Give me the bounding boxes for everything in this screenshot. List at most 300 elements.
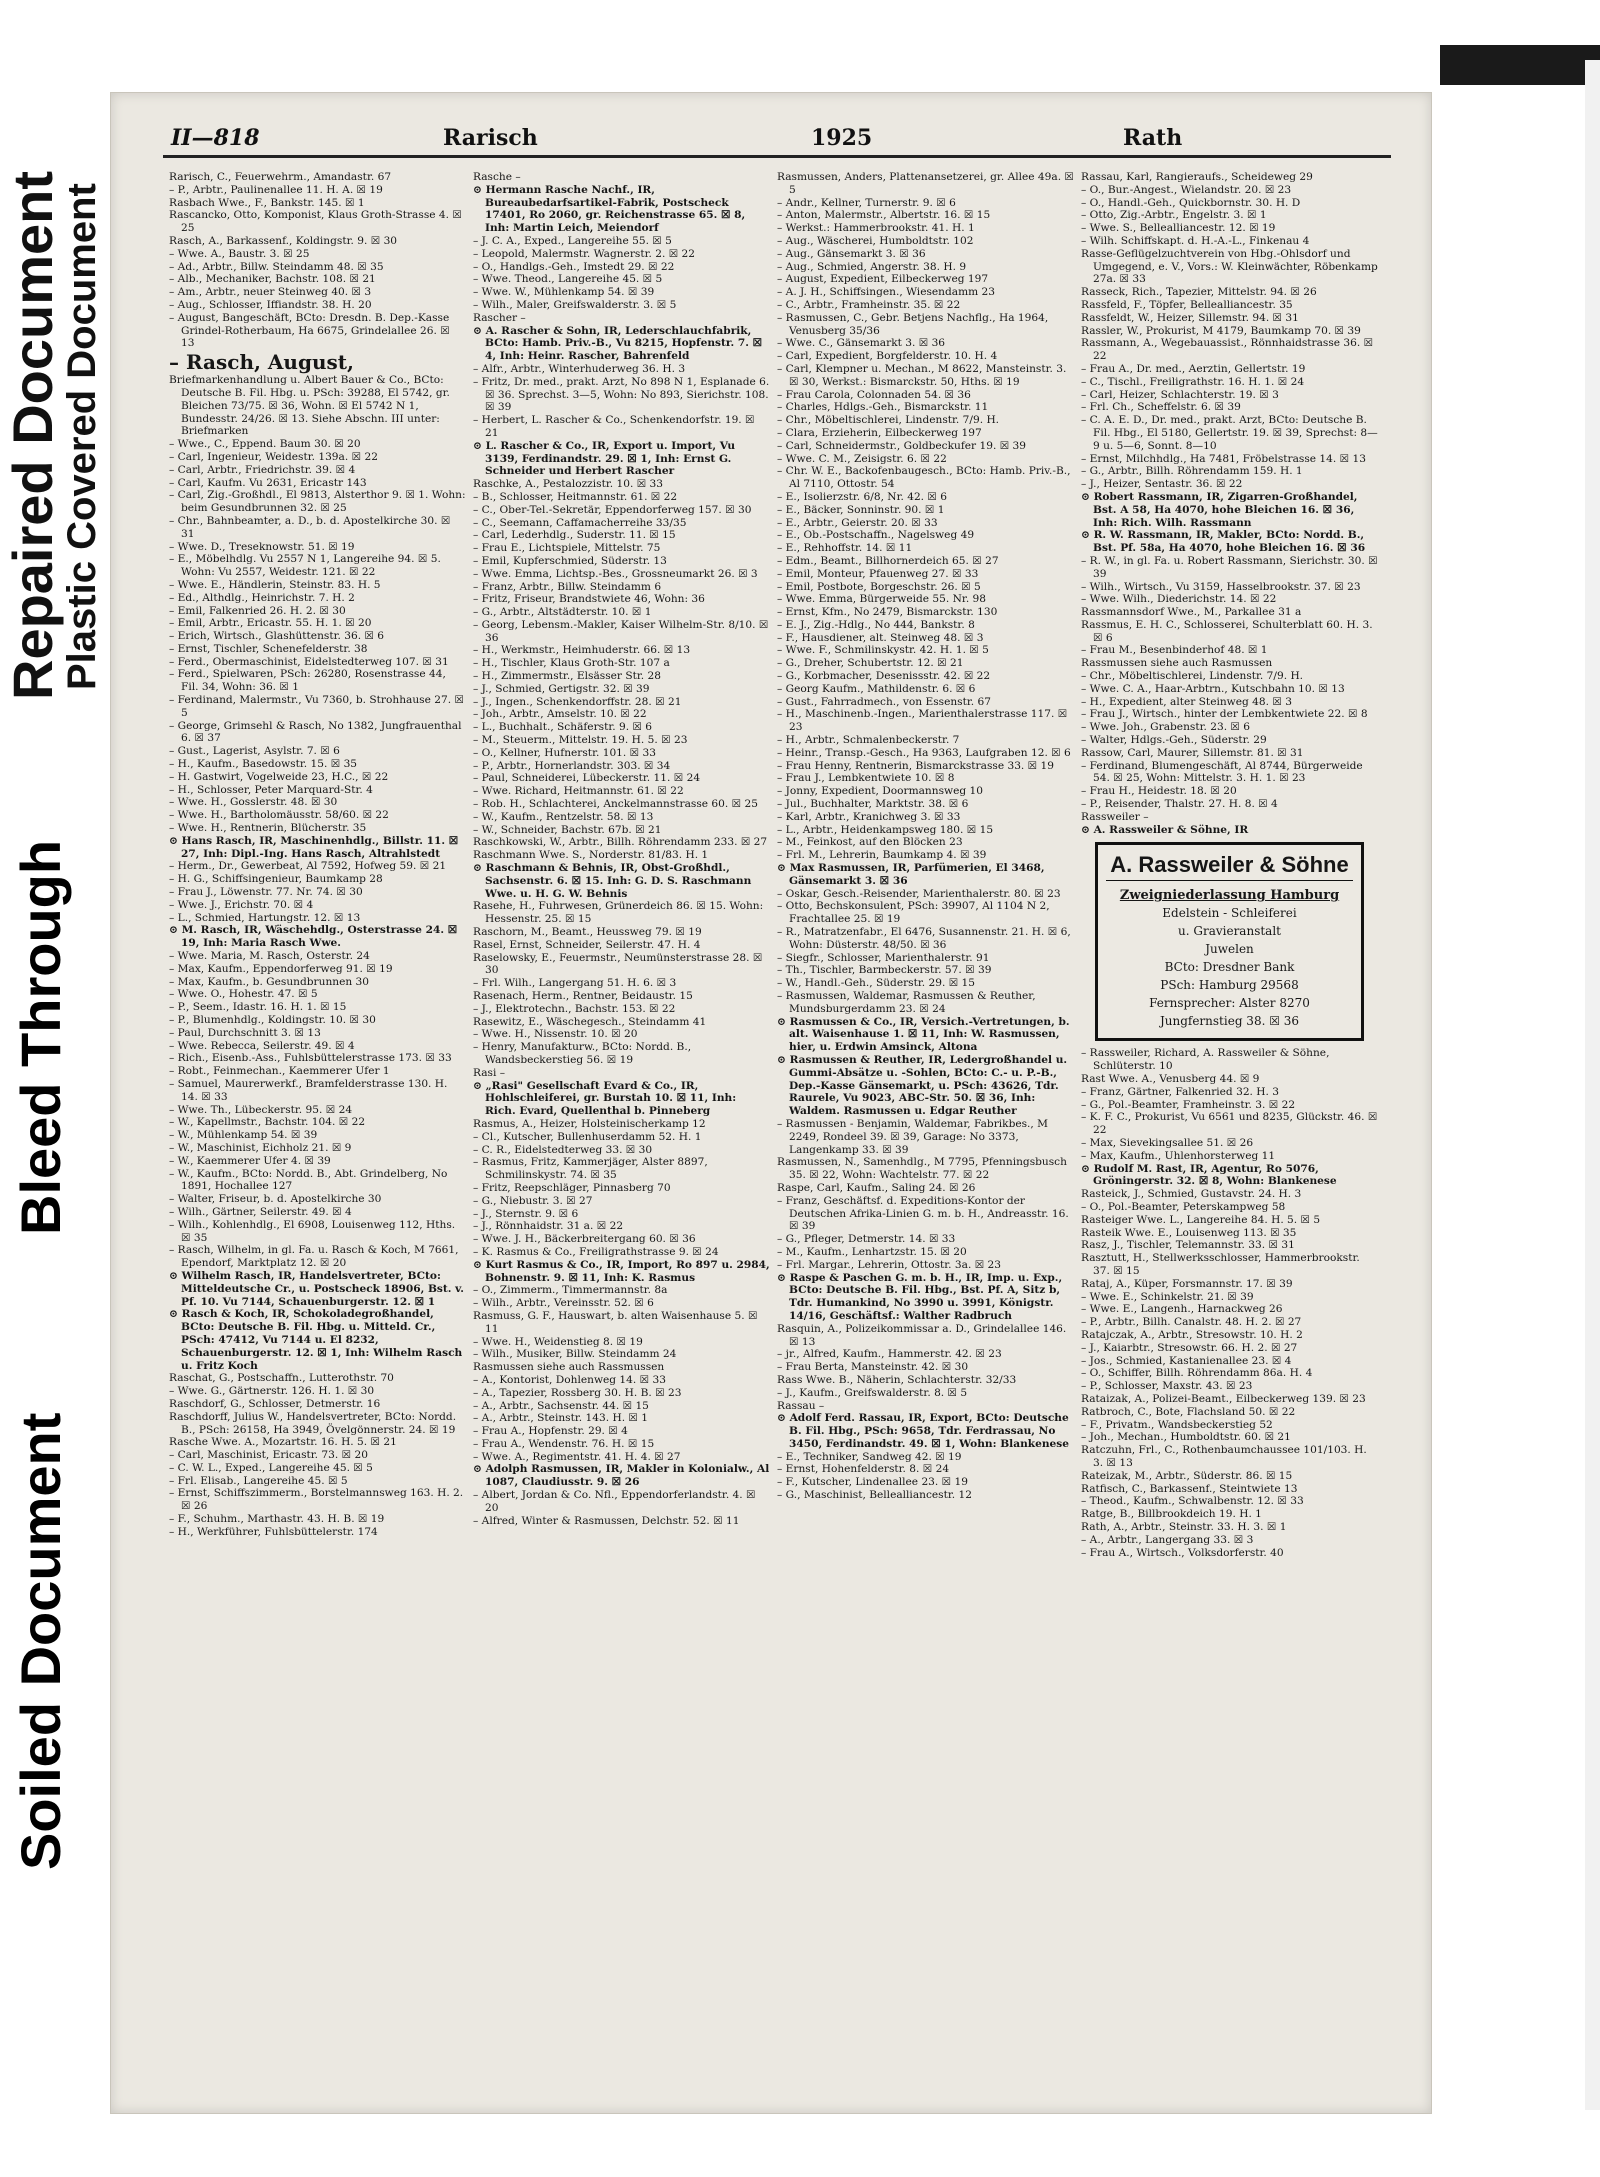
directory-entry: ⊙ Rudolf M. Rast, IR, Agentur, Ro 5076, Gröningerstr. 32. ☒ 8, Wohn: Blankenese <box>1081 1162 1337 1188</box>
directory-entry: ⊙ Robert Rassmann, IR, Zigarren-Großhandel, Bst. A 58, Ha 4070, hohe Bleichen 16. ☒ 36, Inh: Rich. Wilh. Rassmann <box>1081 490 1358 529</box>
directory-entry: – Carl, Heizer, Schlachterstr. 19. ☒ 3 <box>1081 388 1279 401</box>
directory-entry: – Chr., Möbeltischlerei, Lindenstr. 7/9. H. <box>777 414 1000 427</box>
directory-entry: – Ed., Althdlg., Heinrichstr. 7. H. 2 <box>169 591 355 604</box>
directory-entry: – H., Maschinenb.-Ingen., Marienthalerstrasse 117. ☒ 23 <box>777 708 1068 734</box>
directory-entry: – Wwe. G., Gärtnerstr. 126. H. 1. ☒ 30 <box>169 1385 375 1398</box>
directory-entry: – Wwe. Theod., Langereihe 45. ☒ 5 <box>473 273 663 286</box>
directory-entry: – Ernst, Hohenfelderstr. 8. ☒ 24 <box>777 1463 950 1476</box>
header-year: 1925 <box>811 125 873 151</box>
directory-entry: Rassler, W., Prokurist, M 4179, Baumkamp 70. ☒ 39 <box>1081 324 1361 337</box>
ad-line-4: BCto: Dresdner Bank <box>1164 960 1295 975</box>
directory-entry: – Rob. H., Schlachterei, Anckelmannstrasse 60. ☒ 25 <box>473 798 758 811</box>
directory-entry: – Wwe. H., Rentnerin, Blücherstr. 35 <box>169 822 367 835</box>
directory-entry: – F., Kutscher, Lindenallee 23. ☒ 19 <box>777 1476 969 1489</box>
directory-entry: Rassweiler – <box>1081 810 1149 823</box>
directory-entry: Raschat, G., Postschaffn., Lutterothstr. 70 <box>169 1372 394 1385</box>
directory-entry: – Rasch, Wilhelm, in gl. Fa. u. Rasch & Koch, M 7661, Ependorf, Marktplatz 12. ☒ 20 <box>169 1244 459 1270</box>
directory-entry: – Wwe. E., Langenh., Harnackweg 26 <box>1081 1303 1283 1316</box>
directory-entry: Raschmann Wwe. S., Norderstr. 81/83. H. 1 <box>473 849 709 862</box>
directory-entry: – Max, Sievekingsallee 51. ☒ 26 <box>1081 1137 1254 1150</box>
directory-entry: – Herbert, L. Rascher & Co., Schenkendorfstr. 19. ☒ 21 <box>473 414 755 439</box>
directory-entry: – Cl., Kutscher, Bullenhuserdamm 52. H. 1 <box>473 1130 702 1143</box>
directory-entry: – O., Bur.-Angest., Wielandstr. 20. ☒ 23 <box>1081 183 1292 196</box>
ad-title: A. Rassweiler & Söhne <box>1106 850 1353 881</box>
directory-entry: – F., Schuhm., Marthastr. 43. H. B. ☒ 19 <box>169 1513 385 1526</box>
directory-entry: – Carl, Zig.-Großhdl., El 9813, Alsterthor 9. ☒ 1. Wohn: beim Gesundbrunnen 32. ☒ 25 <box>169 489 466 515</box>
directory-entry: Ratfisch, C., Barkassenf., Steintwiete 13 <box>1081 1482 1298 1495</box>
directory-entry: – G., Pfleger, Detmerstr. 14. ☒ 33 <box>777 1233 956 1246</box>
directory-entry: – J., Kaufm., Greifswalderstr. 8. ☒ 5 <box>777 1386 968 1399</box>
directory-entry: – Ferdinand, Malermstr., Vu 7360, b. Strohhause 27. ☒ 5 <box>169 694 464 719</box>
directory-entry: Rasehe, H., Fuhrwesen, Grünerdeich 86. ☒ 15. Wohn: Hessenstr. 25. ☒ 15 <box>473 900 764 926</box>
directory-entry: Rassow, Carl, Maurer, Sillemstr. 81. ☒ 31 <box>1081 746 1304 759</box>
directory-entry: ⊙ Adolph Rasmussen, IR, Makler in Kolonialw., Al 1087, Claudiusstr. 9. ☒ 26 <box>473 1463 770 1489</box>
directory-entry: – Fritz, Dr. med., prakt. Arzt, No 898 N 1, Esplanade 6. ☒ 36. Sprechst. 3—5, Wohn: No 893, Sierichstr. 108. ☒ 39 <box>473 375 770 414</box>
black-tab-strip <box>1440 45 1600 85</box>
directory-entry: – Aug., Gänsemarkt 3. ☒ 36 <box>777 247 926 260</box>
directory-entry: – Wwe. Richard, Heitmannstr. 61. ☒ 22 <box>473 785 684 798</box>
directory-entry: – Charles, Hdlgs.-Geh., Bismarckstr. 11 <box>777 401 989 414</box>
directory-entry: ⊙ M. Rasch, IR, Wäschehdlg., Osterstrasse 24. ☒ 19, Inh: Maria Rasch Wwe. <box>169 924 458 950</box>
directory-entry: – E., Rehhoffstr. 14. ☒ 11 <box>777 542 913 555</box>
directory-entry: – Wwe. H., Bartholomäusstr. 58/60. ☒ 22 <box>169 809 389 822</box>
directory-entry: – Am., Arbtr., neuer Steinweg 40. ☒ 3 <box>169 286 372 299</box>
directory-entry: – Carl, Expedient, Borgfelderstr. 10. H. 4 <box>777 350 998 363</box>
directory-entry: Rasche – <box>473 171 521 183</box>
directory-entry: – Frau E., Lichtspiele, Mittelstr. 75 <box>473 542 661 555</box>
directory-entry: – jr., Alfred, Kaufm., Hammerstr. 42. ☒ 23 <box>777 1348 1002 1361</box>
directory-entry: – W., Handl.-Geh., Süderstr. 29. ☒ 15 <box>777 977 976 990</box>
directory-entry: – C. R., Eidelstedterweg 33. ☒ 30 <box>473 1143 653 1156</box>
directory-entry: – P., Blumenhdlg., Koldingstr. 10. ☒ 30 <box>169 1014 376 1026</box>
directory-entry: – Theod., Kaufm., Schwalbenstr. 12. ☒ 33 <box>1081 1495 1304 1508</box>
directory-entry: – Rasmus, Fritz, Kammerjäger, Alster 8897, Schmilinskystr. 74. ☒ 35 <box>473 1156 708 1182</box>
directory-entry: Rassau, Karl, Rangieraufs., Scheideweg 29 <box>1081 171 1313 183</box>
directory-entry: Rassau – <box>777 1399 825 1412</box>
directory-entry: – L., Arbtr., Heidenkampsweg 180. ☒ 15 <box>777 823 994 836</box>
directory-entry: – G., Maschinist, Bellealliancestr. 12 <box>777 1489 972 1502</box>
directory-entry: – E., Ob.-Postschaffn., Nagelsweg 49 <box>777 529 975 542</box>
directory-entry: – Wwe. D., Treseknowstr. 51. ☒ 19 <box>169 540 355 553</box>
directory-entry: – W., Kapellmstr., Bachstr. 104. ☒ 22 <box>169 1116 366 1129</box>
directory-entry: ⊙ „Rasi" Gesellschaft Evard & Co., IR, Hohlschleiferei, gr. Burstah 10. ☒ 11, Inh: Rich. Evard, Quellenthal b. Pinneberg <box>473 1079 737 1118</box>
directory-entry: – Otto, Zig.-Arbtr., Engelstr. 3. ☒ 1 <box>1081 209 1267 222</box>
directory-entry: – H., Tischler, Klaus Groth-Str. 107 a <box>473 657 670 670</box>
directory-entry: ⊙ A. Rassweiler & Söhne, IR <box>1081 823 1249 836</box>
directory-entry: – Carl, Maschinist, Ericastr. 73. ☒ 20 <box>169 1449 368 1462</box>
directory-entry: – Frau H., Heidestr. 18. ☒ 20 <box>1081 785 1237 798</box>
directory-entry: – Ad., Arbtr., Billw. Steindamm 48. ☒ 35 <box>169 260 384 273</box>
directory-entry: – Joh., Mechan., Humboldtstr. 60. ☒ 21 <box>1081 1431 1291 1444</box>
header-right-word: Rath <box>1123 125 1183 151</box>
directory-entry: – P., Arbtr., Billh. Canalstr. 48. H. 2. ☒ 27 <box>1081 1316 1302 1329</box>
directory-entry: – Walter, Hdlgs.-Geh., Süderstr. 29 <box>1081 734 1267 747</box>
directory-entry: – Frau J., Löwenstr. 77. Nr. 74. ☒ 30 <box>169 886 363 899</box>
directory-entry: – Karl, Arbtr., Kranichweg 3. ☒ 33 <box>777 810 961 823</box>
directory-entry: – J., Kaiarbtr., Stresowstr. 66. H. 2. ☒ 27 <box>1081 1341 1298 1354</box>
column-4-bottom <box>1081 1047 1378 1559</box>
directory-entry: – J., Heizer, Sentastr. 36. ☒ 22 <box>1081 478 1243 491</box>
directory-entry: – A., Arbtr., Langergang 33. ☒ 3 <box>1081 1533 1254 1546</box>
directory-entry: – Robt., Feinmechan., Kaemmerer Ufer 1 <box>169 1065 390 1078</box>
directory-entry: – Wwe. Rebecca, Seilerstr. 49. ☒ 4 <box>169 1039 355 1052</box>
directory-entry: – P., Arbtr., Paulinenallee 11. H. A. ☒ 19 <box>169 183 383 196</box>
directory-entry: – Ernst, Schiffszimmerm., Borstelmannsweg 163. H. 2. ☒ 26 <box>169 1487 464 1513</box>
directory-entry: – Jos., Schmied, Kastanienallee 23. ☒ 4 <box>1081 1354 1292 1367</box>
directory-entry: Rasz, J., Tischler, Telemannstr. 33. ☒ 31 <box>1081 1239 1295 1252</box>
directory-entry: – Jonny, Expedient, Doormannsweg 10 <box>777 785 983 798</box>
directory-entry: – C. W. L., Exped., Langereihe 45. ☒ 5 <box>169 1461 373 1474</box>
directory-entry: – Max, Kaufm., Uhlenhorsterweg 11 <box>1081 1149 1276 1162</box>
ad-line-6: Fernsprecher: Alster 8270 <box>1149 996 1310 1011</box>
directory-entry: ⊙ Wilhelm Rasch, IR, Handelsvertreter, BCto: Mitteldeutsche Cr., u. Postscheck 18906, Bst. v. Pf. 10. Vu 7144, Schauenburgerstr. 12. ☒ 1 <box>169 1269 464 1308</box>
directory-entry: – Frau Henny, Rentnerin, Bismarckstrasse 33. ☒ 19 <box>777 759 1055 772</box>
directory-entry: – Ferd., Obermaschinist, Eidelstedterweg 107. ☒ 31 <box>169 655 449 668</box>
directory-entry: – J., Rönnhaidstr. 31 a. ☒ 22 <box>473 1220 624 1233</box>
directory-entry: Rast Wwe. A., Venusberg 44. ☒ 9 <box>1081 1073 1260 1086</box>
directory-entry: – Wwe. E., Händlerin, Steinstr. 83. H. 5 <box>169 578 381 591</box>
directory-entry: – Emil, Monteur, Pfauenweg 27. ☒ 33 <box>777 567 979 580</box>
directory-entry: – Werkst.: Hammerbrookstr. 41. H. 1 <box>777 222 975 235</box>
next-page-edge <box>1585 60 1600 2110</box>
directory-entry: – Wwe. Wilh., Diederichstr. 14. ☒ 22 <box>1081 593 1277 606</box>
directory-entry: – Frau Carola, Colonnaden 54. ☒ 36 <box>777 388 971 401</box>
directory-entry: – H., Zimmermstr., Elsässer Str. 28 <box>473 670 661 683</box>
directory-entry: – H., Kaufm., Basedowstr. 15. ☒ 35 <box>169 758 358 771</box>
directory-entry: Rassmussen siehe auch Rasmussen <box>1081 657 1273 670</box>
directory-entry: Rasteiger Wwe. L., Langereihe 84. H. 5. ☒ 5 <box>1081 1213 1321 1226</box>
directory-entry: – Erich, Wirtsch., Glashüttenstr. 36. ☒ 6 <box>169 630 385 643</box>
column-3 <box>777 171 1074 2086</box>
directory-entry: – August, Expedient, Eilbeckerweg 197 <box>777 273 989 286</box>
directory-entry: Rassmann, A., Wegebauassist., Rönnhaidstrasse 36. ☒ 22 <box>1081 337 1374 363</box>
directory-entry: – H., Expedient, alter Steinweg 48. ☒ 3 <box>1081 695 1292 708</box>
directory-entry: – Wwe. Emma, Lichtsp.-Bes., Grossneumarkt 26. ☒ 3 <box>473 567 758 580</box>
directory-entry: – Andr., Kellner, Turnerstr. 9. ☒ 6 <box>777 196 956 209</box>
directory-entry: – A., Tapezier, Rossberg 30. H. B. ☒ 23 <box>473 1386 682 1399</box>
directory-entry: – Emil, Falkenried 26. H. 2. ☒ 30 <box>169 604 346 617</box>
directory-entry: – Wwe. Th., Lübeckerstr. 95. ☒ 24 <box>169 1103 353 1116</box>
directory-entry: – Aug., Schmied, Angerstr. 38. H. 9 <box>777 260 967 273</box>
directory-entry: – W., Kaufm., Rentzelstr. 58. ☒ 13 <box>473 810 654 823</box>
directory-entry: – Ferdinand, Blumengeschäft, Al 8744, Bürgerweide 54. ☒ 25, Wohn: Mittelstr. 3. H. 1. ☒ 23 <box>1081 759 1363 785</box>
directory-entry: ⊙ Hans Rasch, IR, Maschinenhdlg., Billstr. 11. ☒ 27, Inh: Dipl.-Ing. Hans Rasch, Altrahlstedt <box>169 834 459 860</box>
directory-entry: – H. G., Schiffsingenieur, Baumkamp 28 <box>169 873 383 886</box>
directory-entry: – O., Kellner, Hufnerstr. 101. ☒ 33 <box>473 746 656 759</box>
directory-entry: – Wwe. Joh., Grabenstr. 23. ☒ 6 <box>1081 721 1251 734</box>
directory-entry: – Frau A., Wendenstr. 76. H. ☒ 15 <box>473 1437 655 1450</box>
directory-entry: – Wwe., C., Eppend. Baum 30. ☒ 20 <box>169 438 361 451</box>
directory-entry: – W., Mühlenkamp 54. ☒ 39 <box>169 1129 318 1142</box>
directory-entry: – Chr., Bahnbeamter, a. D., b. d. Apostelkirche 30. ☒ 31 <box>169 514 451 540</box>
directory-entry: – G., Arbtr., Billh. Röhrendamm 159. H. 1 <box>1081 465 1303 478</box>
directory-entry: – Georg, Lebensm.-Makler, Kaiser Wilhelm-Str. 8/10. ☒ 36 <box>473 618 769 644</box>
directory-entry: – Jul., Buchhalter, Marktstr. 38. ☒ 6 <box>777 798 969 811</box>
directory-entry: – Frl. Ch., Scheffelstr. 6. ☒ 39 <box>1081 401 1241 414</box>
directory-entry: Ratajczak, A., Arbtr., Stresowstr. 10. H. 2 <box>1081 1328 1303 1341</box>
directory-entry: Rasseck, Rich., Tapezier, Mittelstr. 94. ☒ 26 <box>1081 286 1317 299</box>
directory-entry: – L., Buchhalt., Schäferstr. 9. ☒ 6 <box>473 721 653 734</box>
directory-entry: Rath, A., Arbtr., Steinstr. 33. H. 3. ☒ 1 <box>1081 1520 1287 1533</box>
directory-entry: – Carl, Schneidermstr., Goldbeckufer 19. ☒ 39 <box>777 439 1027 452</box>
directory-entry: – Rasmussen - Benjamin, Waldemar, Fabrikbes., M 2249, Rondeel 39. ☒ 39, Garage: No 3373, Langenkamp 33. ☒ 39 <box>777 1117 1049 1156</box>
bleed-through-label: Bleed Through <box>9 839 72 1235</box>
column-1 <box>169 171 466 2086</box>
directory-entry: – W., Kaufm., BCto: Nordd. B., Abt. Grindelberg, No 1891, Hochallee 127 <box>169 1167 448 1193</box>
directory-entry: – Carl, Arbtr., Friedrichstr. 39. ☒ 4 <box>169 463 356 476</box>
directory-entry: – Frl. Wilh., Langergang 51. H. 6. ☒ 3 <box>473 977 677 990</box>
directory-entry: – Th., Tischler, Barmbeckerstr. 57. ☒ 39 <box>777 964 992 977</box>
directory-entry: – Rasch, August, <box>169 350 354 375</box>
directory-entry: – M., Kaufm., Lenhartzstr. 15. ☒ 20 <box>777 1245 967 1258</box>
directory-entry: Rarisch, C., Feuerwehrm., Amandastr. 67 <box>169 171 392 183</box>
directory-entry: – O., Handlgs.-Geh., Imstedt 29. ☒ 22 <box>473 260 675 273</box>
directory-entry: – Max, Kaufm., b. Gesundbrunnen 30 <box>169 975 370 988</box>
ad-line-3: Juwelen <box>1205 942 1254 957</box>
directory-entry: – G., Arbtr., Altstädterstr. 10. ☒ 1 <box>473 606 652 619</box>
ad-branch: Zweigniederlassung Hamburg <box>1119 888 1340 904</box>
directory-entry: Rasche Wwe. A., Mozartstr. 16. H. 5. ☒ 21 <box>169 1436 397 1449</box>
directory-entry: – Wwe. E., Schinkelstr. 21. ☒ 39 <box>1081 1290 1254 1303</box>
directory-entry: – A. J. H., Schiffsingen., Wiesendamm 23 <box>777 286 996 299</box>
directory-entry: – C. A. E. D., Dr. med., prakt. Arzt, BCto: Deutsche B. Fil. Hbg., El 5180, Gellertstr. 19. ☒ 39, Sprechst: 8—9 u. 5—6, Sonnt. 8—10 <box>1081 414 1378 452</box>
directory-entry: – M., Feinkost, auf den Blöcken 23 <box>777 836 963 849</box>
directory-entry: – P., Arbtr., Hornerlandstr. 303. ☒ 34 <box>473 759 671 772</box>
directory-entry: – Frau J., Lembkentwiete 10. ☒ 8 <box>777 772 955 785</box>
directory-entry: – P., Reisender, Thalstr. 27. H. 8. ☒ 4 <box>1081 798 1278 811</box>
directory-entry: – E., Arbtr., Geierstr. 20. ☒ 33 <box>777 516 938 529</box>
directory-entry: – Edm., Beamt., Billhornerdeich 65. ☒ 27 <box>777 554 999 567</box>
directory-entry: – G., Korbmacher, Desenissstr. 42. ☒ 22 <box>777 670 991 683</box>
directory-entry: – Fritz, Reepschläger, Pinnasberg 70 <box>473 1181 671 1194</box>
directory-entry: – Anton, Malermstr., Albertstr. 16. ☒ 15 <box>777 209 991 222</box>
directory-entry: – Frl. Margar., Lehrerin, Ottostr. 3a. ☒ 23 <box>777 1258 1002 1271</box>
directory-entry: – Fritz, Friseur, Brandstwiete 46, Wohn: 36 <box>473 593 705 606</box>
directory-entry: – Wilh., Arbtr., Vereinsstr. 52. ☒ 6 <box>473 1297 654 1310</box>
directory-entry: – J., Ingen., Schenkendorffstr. 28. ☒ 21 <box>473 695 682 708</box>
directory-entry: – Wwe. Maria, M. Rasch, Osterstr. 24 <box>169 950 370 963</box>
directory-entry: ⊙ Raspe & Paschen G. m. b. H., IR, Imp. u. Exp., BCto: Deutsche B. Fil. Hbg., Bst. Pf. A, Sitz b, Tdr. Humankind, No 3990 u. 3991, Königstr. 14/16, Geschäftsf.: Walther Radbruch <box>777 1271 1063 1322</box>
directory-entry: Ratge, B., Billbrookdeich 19. H. 1 <box>1081 1508 1262 1521</box>
directory-entry: Briefmarkenhandlung u. Albert Bauer & Co., BCto: Deutsche B. Fil. Hbg. u. PSch: 39288, El 5742, gr. Bleichen 73/75. ☒ 36, Wohn. ☒ El 5742 N 1, Bundesstr. 24/26. ☒ 13. Siehe Abschn. III unter: Briefmarken <box>169 374 450 438</box>
header-left-word: Rarisch <box>443 125 538 151</box>
directory-entry: – B., Schlosser, Heitmannstr. 61. ☒ 22 <box>473 490 678 503</box>
directory-entry: – W., Kaemmerer Ufer 4. ☒ 39 <box>169 1154 331 1167</box>
directory-entry: – K. Rasmus & Co., Freiligrathstrasse 9. ☒ 24 <box>473 1245 719 1258</box>
directory-entry: – M., Steuerm., Mittelstr. 19. H. 5. ☒ 23 <box>473 734 688 747</box>
directory-entry: – R., Matratzenfabr., El 6476, Susannenstr. 21. H. ☒ 6, Wohn: Düsterstr. 48/50. ☒ 36 <box>777 926 1071 951</box>
directory-entry: – P., Seem., Idastr. 16. H. 1. ☒ 15 <box>169 1001 347 1014</box>
directory-entry: – H., Werkführer, Fuhlsbüttelerstr. 174 <box>169 1525 378 1538</box>
directory-page <box>110 92 1432 2114</box>
directory-entry: Raselowsky, E., Feuermstr., Neumünsterstrasse 28. ☒ 30 <box>473 951 763 977</box>
directory-entry: – Siegfr., Schlosser, Marienthalerstr. 91 <box>777 951 990 964</box>
directory-entry: – Wwe. C., Gänsemarkt 3. ☒ 36 <box>777 337 946 350</box>
column-2 <box>473 171 770 2086</box>
directory-entry: – Frau J., Wirtsch., hinter der Lembkentwiete 22. ☒ 8 <box>1081 708 1368 721</box>
ad-line-2: u. Gravieranstalt <box>1178 924 1281 939</box>
directory-entry: – Wwe. O., Hohestr. 47. ☒ 5 <box>169 988 318 1001</box>
directory-entry: – Frl. M., Lehrerin, Baumkamp 4. ☒ 39 <box>777 849 987 862</box>
directory-entry: – Franz, Geschäftsf. d. Expeditions-Kontor der Deutschen Afrika-Linien G. m. b. H., Andreasstr. 16. ☒ 39 <box>777 1194 1069 1233</box>
directory-entry: – A., Kontorist, Dohlenweg 14. ☒ 33 <box>473 1373 666 1386</box>
directory-entry: Rasewitz, E., Wäschegesch., Steindamm 41 <box>473 1015 707 1028</box>
directory-entry: ⊙ Hermann Rasche Nachf., IR, Bureaubedarfsartikel-Fabrik, Postscheck 17401, Ro 2060, gr. Reichenstrasse 65. ☒ 8, Inh: Martin Leich, Meiendorf <box>473 183 746 235</box>
directory-entry: – Wwe. C. M., Zeisigstr. 6. ☒ 22 <box>777 452 947 465</box>
directory-entry: Rasel, Ernst, Schneider, Seilerstr. 47. H. 4 <box>473 938 701 951</box>
directory-entry: Rasmuss, G. F., Hauswart, b. alten Waisenhause 5. ☒ 11 <box>473 1309 758 1335</box>
directory-entry: Raschdorff, Julius W., Handelsvertreter, BCto: Nordd. B., PSch: 26158, Ha 3949, Övelgönnerstr. 24. ☒ 19 <box>169 1410 457 1436</box>
directory-entry: – W., Schneider, Bachstr. 67b. ☒ 21 <box>473 823 662 836</box>
directory-entry: – C., Tischl., Freiligrathstr. 16. H. 1. ☒ 24 <box>1081 375 1305 388</box>
directory-entry: – Paul, Durchschnitt 3. ☒ 13 <box>169 1026 321 1039</box>
directory-entry: – O., Schiffer, Billh. Röhrendamm 86a. H. 4 <box>1081 1367 1313 1380</box>
directory-entry: – Wilh., Kohlenhdlg., El 6908, Louisenweg 112, Hths. ☒ 35 <box>169 1218 456 1244</box>
directory-entry: Rasmussen siehe auch Rassmussen <box>473 1361 665 1374</box>
directory-entry: – Frau M., Besenbinderhof 48. ☒ 1 <box>1081 644 1268 657</box>
directory-entry: – C., Arbtr., Framheinstr. 35. ☒ 22 <box>777 298 961 311</box>
directory-entry: ⊙ Rasmussen & Co., IR, Versich.-Vertretungen, b. alt. Waisenhause 1. ☒ 11, Inh: W. Rasmussen, hier, u. Erdwin Amsinck, Altona <box>777 1015 1070 1054</box>
directory-entry: – Franz, Gärtner, Falkenried 32. H. 3 <box>1081 1085 1280 1098</box>
directory-entry: Rascancko, Otto, Komponist, Klaus Groth-Strasse 4. ☒ 25 <box>169 209 462 235</box>
directory-entry: – G., Niebustr. 3. ☒ 27 <box>473 1194 593 1207</box>
repaired-document-label: Repaired Document <box>1 171 64 700</box>
directory-entry: – Emil, Arbtr., Ericastr. 55. H. 1. ☒ 20 <box>169 617 372 630</box>
directory-entry: Rasmus, A., Heizer, Holsteinischerkamp 12 <box>473 1117 706 1130</box>
directory-entry: – C., Ober-Tel.-Sekretär, Eppendorferweg 157. ☒ 30 <box>473 503 752 516</box>
directory-entry: – O., Handl.-Geh., Quickbornstr. 30. H. D <box>1081 196 1301 209</box>
directory-entry: – Rasmussen, Waldemar, Rasmussen & Reuther, Mundsburgerdamm 23. ☒ 24 <box>777 990 1036 1015</box>
directory-entry: Rasztutt, H., Stellwerksschlosser, Hammerbrookstr. 37. ☒ 15 <box>1081 1252 1360 1277</box>
directory-entry: Rassfeld, F., Töpfer, Bellealliancestr. 35 <box>1081 298 1293 311</box>
directory-entry: – Alfred, Winter & Rasmussen, Delchstr. 52. ☒ 11 <box>473 1514 740 1527</box>
directory-entry: – George, Grimsehl & Rasch, No 1382, Jungfrauenthal 6. ☒ 37 <box>169 719 462 745</box>
directory-entry: – Gust., Lagerist, Asylstr. 7. ☒ 6 <box>169 745 340 758</box>
directory-entry: – F., Hausdiener, alt. Steinweg 48. ☒ 3 <box>777 631 984 644</box>
directory-entry: Rasi – <box>473 1066 506 1079</box>
directory-entry: – G., Dreher, Schubertstr. 12. ☒ 21 <box>777 657 964 670</box>
directory-entry: – Ernst, Milchhdlg., Ha 7481, Fröbelstrasse 14. ☒ 13 <box>1081 452 1366 465</box>
directory-entry: – Otto, Bechskonsulent, PSch: 39907, Al 1104 N 2, Frachtallee 25. ☒ 19 <box>777 900 1050 926</box>
directory-entry: – Frau Berta, Mansteinstr. 42. ☒ 30 <box>777 1361 969 1374</box>
directory-entry: – Carl, Ingenieur, Weidestr. 139a. ☒ 22 <box>169 450 378 463</box>
directory-entry: ⊙ Adolf Ferd. Rassau, IR, Export, BCto: Deutsche B. Fil. Hbg., PSch: 9658, Tdr. Ferdrassau, No 3450, Ferdinandstr. 49. ☒ 1, Wohn: Blankenese <box>777 1412 1069 1450</box>
directory-entry: – Walter, Friseur, b. d. Apostelkirche 30 <box>169 1193 382 1206</box>
directory-entry: – Samuel, Maurerwerkf., Bramfelderstrasse 130. H. 14. ☒ 33 <box>169 1077 448 1103</box>
directory-entry: – Wwe. J., Erichstr. 70. ☒ 4 <box>169 898 314 911</box>
directory-entry: – Wwe. H., Weidenstieg 8. ☒ 19 <box>473 1335 643 1348</box>
directory-entry: Rasteik Wwe. E., Louisenweg 113. ☒ 35 <box>1081 1226 1297 1239</box>
directory-entry: Rasch, A., Barkassenf., Koldingstr. 9. ☒ 30 <box>169 234 398 247</box>
directory-entry: – E., Möbelhdlg. Vu 2557 N 1, Langereihe 94. ☒ 5. Wohn: Vu 2557, Weidestr. 121. ☒ 22 <box>169 553 441 579</box>
directory-entry: – Wilh., Wirtsch., Vu 3159, Hasselbrookstr. 37. ☒ 23 <box>1081 580 1361 593</box>
directory-entry: Ratczuhn, Frl., C., Rothenbaumchaussee 101/103. H. 3. ☒ 13 <box>1081 1444 1367 1469</box>
directory-entry: – J., Sternstr. 9. ☒ 6 <box>473 1207 579 1220</box>
directory-entry: Rasquin, A., Polizeikommissar a. D., Grindelallee 146. ☒ 13 <box>777 1322 1067 1348</box>
directory-entry: – E., Bäcker, Sonninstr. 90. ☒ 1 <box>777 503 945 516</box>
directory-entry: – Oskar, Gesch.-Reisender, Marienthalerstr. 80. ☒ 23 <box>777 887 1061 900</box>
directory-entry: Rasenach, Herm., Rentner, Beidaustr. 15 <box>473 990 693 1002</box>
plastic-covered-label: Plastic Covered Document <box>60 183 104 690</box>
directory-entry: – Wwe. A., Baustr. 3. ☒ 25 <box>169 247 310 260</box>
directory-entry: – Alb., Mechaniker, Bachstr. 108. ☒ 21 <box>169 273 376 286</box>
directory-entry: – P., Schlosser, Maxstr. 43. ☒ 23 <box>1081 1380 1253 1393</box>
directory-entry: Rasmussen, N., Samenhdlg., M 7795, Pfenningsbusch 35. ☒ 22, Wohn: Wachtelstr. 77. ☒ 22 <box>777 1156 1067 1182</box>
directory-entry: – A., Arbtr., Steinstr. 143. H. ☒ 1 <box>473 1412 649 1425</box>
directory-entry: – E. J., Zig.-Hdlg., No 444, Bankstr. 8 <box>777 618 975 631</box>
directory-entry: – Wwe. S., Bellealliancestr. 12. ☒ 19 <box>1081 222 1276 235</box>
directory-entry: Rassfeldt, W., Heizer, Sillemstr. 94. ☒ 31 <box>1081 311 1299 324</box>
directory-entry: – Carl, Klempner u. Mechan., M 8622, Mansteinstr. 3. ☒ 30, Werkst.: Bismarckstr. 50, Hths. ☒ 19 <box>777 362 1067 388</box>
directory-entry: – K. F. C., Prokurist, Vu 6561 und 8235, Glückstr. 46. ☒ 22 <box>1081 1111 1378 1137</box>
directory-entry: Rataizak, A., Polizei-Beamt., Eilbeckerweg 139. ☒ 23 <box>1081 1392 1366 1405</box>
directory-entry: – H., Werkmstr., Heimhuderstr. 66. ☒ 13 <box>473 644 691 657</box>
directory-entry: – Aug., Schlosser, Iffiandstr. 38. H. 20 <box>169 298 372 311</box>
directory-entry: – Paul, Schneiderei, Lübeckerstr. 11. ☒ 24 <box>473 772 701 785</box>
directory-entry: ⊙ Rasch & Koch, IR, Schokoladegroßhandel, BCto: Deutsche B. Fil. Hbg. u. Mitteld. Cr., PSch: 47412, Vu 7144 u. El 8232, Schauenburgerstr. 12. ☒ 1, Inh: Wilhelm Rasch u. Fritz Koch <box>169 1308 463 1372</box>
ad-line-7: Jungfernstieg 38. ☒ 36 <box>1159 1014 1300 1029</box>
directory-entry: Raschdorf, G., Schlosser, Detmerstr. 16 <box>169 1397 381 1410</box>
directory-entry: – Carl, Kaufm. Vu 2631, Ericastr 143 <box>169 476 367 489</box>
directory-entry: – Wwe. Emma, Bürgerweide 55. Nr. 98 <box>777 593 987 606</box>
directory-entry: – Max, Kaufm., Eppendorferweg 91. ☒ 19 <box>169 962 393 975</box>
directory-entry: – Wwe. J. H., Bäckerbreitergang 60. ☒ 36 <box>473 1233 696 1246</box>
directory-entry: – Wwe. H., Nissenstr. 10. ☒ 20 <box>473 1028 638 1041</box>
directory-entry: – Henry, Manufakturw., BCto: Nordd. B., Wandsbeckerstieg 56. ☒ 19 <box>473 1041 692 1066</box>
directory-entry: – Frl. Elisab., Langereihe 45. ☒ 5 <box>169 1474 348 1487</box>
directory-entry: – Rich., Eisenb.-Ass., Fuhlsbüttelerstrasse 173. ☒ 33 <box>169 1052 452 1065</box>
directory-entry: – O., Zimmerm., Timmermannstr. 8a <box>473 1284 668 1297</box>
directory-entry: – W., Maschinist, Eichholz 21. ☒ 9 <box>169 1141 352 1154</box>
directory-entry: – Gust., Fahrradmech., von Essenstr. 67 <box>777 695 991 708</box>
directory-entry: – Wwe. C. A., Haar-Arbtrn., Kutschbahn 10. ☒ 13 <box>1081 682 1345 695</box>
directory-entry: – J. C. A., Exped., Langereihe 55. ☒ 5 <box>473 234 672 247</box>
directory-entry: – Ernst, Tischler, Schenefelderstr. 38 <box>169 642 368 655</box>
directory-entry: – H., Schlosser, Peter Marquard-Str. 4 <box>169 783 373 796</box>
directory-entry: – Emil, Kupferschmied, Süderstr. 13 <box>473 554 667 567</box>
ad-line-5: PSch: Hamburg 29568 <box>1160 978 1299 993</box>
directory-entry: Rassmannsdorf Wwe., M., Parkallee 31 a <box>1081 606 1302 619</box>
ad-line-1: Edelstein - Schleiferei <box>1162 906 1297 921</box>
directory-entry: ⊙ Max Rasmussen, IR, Parfümerien, El 3468, Gänsemarkt 3. ☒ 36 <box>777 862 1045 887</box>
column-4 <box>1081 171 1378 2086</box>
directory-entry: – J., Elektrotechn., Bachstr. 153. ☒ 22 <box>473 1002 676 1015</box>
rassweiler-advertisement <box>1095 842 1364 1041</box>
directory-entry: Raschke, A., Pestalozzistr. 10. ☒ 33 <box>473 478 664 491</box>
directory-entry: Rascher – <box>473 311 526 324</box>
directory-entry: – August, Bangeschäft, BCto: Dresdn. B. Dep.-Kasse Grindel-Rotherbaum, Ha 6675, Grindelallee 26. ☒ 13 <box>169 311 450 350</box>
directory-entry: – Carl, Lederhdlg., Suderstr. 11. ☒ 15 <box>473 529 676 542</box>
directory-entry: – R. W., in gl. Fa. u. Robert Rassmann, Sierichstr. 30. ☒ 39 <box>1081 554 1378 580</box>
directory-entry: – Franz, Arbtr., Billw. Steindamm 6 <box>473 580 662 593</box>
directory-entry: – Emil, Postbote, Borgeschstr. 26. ☒ 5 <box>777 580 981 593</box>
directory-entry: – Albert, Jordan & Co. Nfl., Eppendorferlandstr. 4. ☒ 20 <box>473 1489 756 1514</box>
directory-entry: – Frau A., Wirtsch., Volksdorferstr. 40 <box>1081 1546 1284 1559</box>
directory-entry: – Ferd., Spielwaren, PSch: 26280, Rosenstrasse 44, Fil. 34, Wohn: 36. ☒ 1 <box>169 668 446 694</box>
directory-entry: – Georg Kaufm., Mathildenstr. 6. ☒ 6 <box>777 682 976 695</box>
directory-entry: Rateizak, M., Arbtr., Süderstr. 86. ☒ 15 <box>1081 1469 1293 1482</box>
directory-entry: – Chr. W. E., Backofenbaugesch., BCto: Hamb. Priv.-B., Al 7110, Ottostr. 54 <box>777 465 1071 491</box>
directory-entry: – F., Privatm., Wandsbeckerstieg 52 <box>1081 1418 1273 1431</box>
directory-entry: – G., Pol.-Beamter, Framheinstr. 3. ☒ 22 <box>1081 1098 1296 1111</box>
directory-entry: – Wilh., Gärtner, Seilerstr. 49. ☒ 4 <box>169 1205 352 1218</box>
directory-entry: – Aug., Wäscherei, Humboldtstr. 102 <box>777 234 974 247</box>
directory-entry: ⊙ Rasmussen & Reuther, IR, Ledergroßhandel u. Gummi-Absätze u. -Sohlen, BCto: C.- u. P.-B., Dep.-Kasse Gänsemarkt, u. PSch: 43626, Tdr. Raurele, Vu 9023, ABC-Str. 50. ☒ 36, Inh: Waldem. Rasmussen u. Edgar Reuther <box>777 1053 1068 1118</box>
directory-entry: Rassmus, E. H. C., Schlosserei, Schulterblatt 60. H. 3. ☒ 6 <box>1081 618 1373 644</box>
directory-entry: – Wwe. H., Gosslerstr. 48. ☒ 30 <box>169 796 338 809</box>
directory-entry: – Chr., Möbeltischlerei, Lindenstr. 7/9. H. <box>1081 670 1304 683</box>
page-header <box>163 125 1391 158</box>
